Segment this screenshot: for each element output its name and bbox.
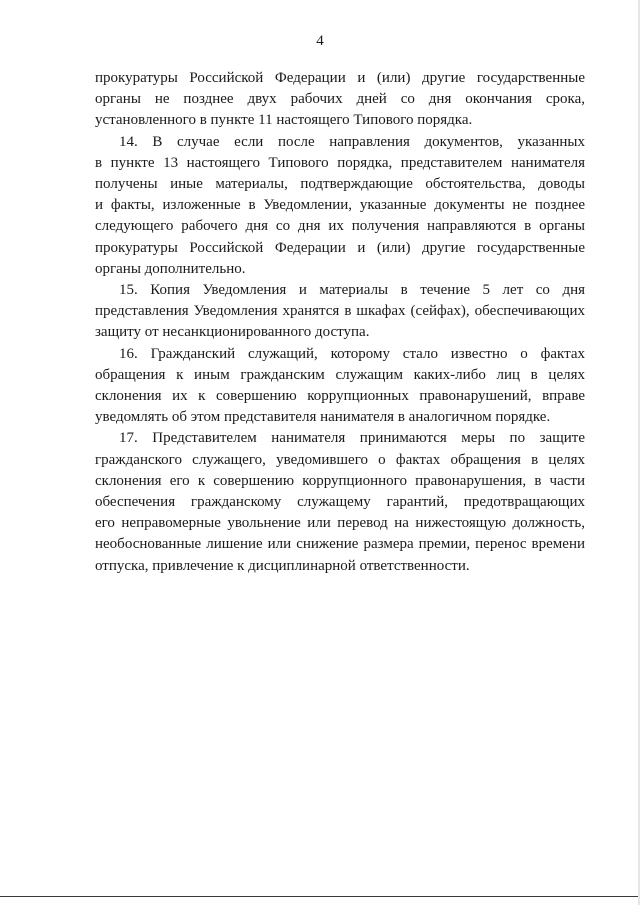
text-line: обращения к иным гражданским служащим каких-либо лиц в целях <box>95 366 585 383</box>
paragraph-17 <box>95 428 585 576</box>
text-line: необоснованные лишение или снижение размера премии, перенос времени <box>95 536 585 553</box>
text-line: склонения их к совершению коррупционных правонарушений, вправе <box>95 388 585 405</box>
text-line: органы не позднее двух рабочих дней со дня окончания срока, <box>95 91 585 108</box>
text-line: представления Уведомления хранятся в шкафах (сейфах), обеспечивающих <box>95 303 585 320</box>
text-line: прокуратуры Российской Федерации и (или) другие государственные <box>95 70 585 86</box>
text-line: 16. Гражданский служащий, которому стало известно о фактах <box>119 345 585 362</box>
paragraph-16 <box>95 344 585 429</box>
text-line: органы дополнительно. <box>95 260 246 277</box>
text-line: 17. Представителем нанимателя принимаются меры по защите <box>119 430 585 447</box>
page-number: 4 <box>316 33 324 49</box>
text-line: его неправомерные увольнение или перевод на нижестоящую должность, <box>95 515 585 532</box>
paragraph-15 <box>95 280 585 344</box>
text-line: получены иные материалы, подтверждающие обстоятельства, доводы <box>95 176 585 193</box>
scan-bottom-edge <box>0 896 640 897</box>
text-line: отпуска, привлечение к дисциплинарной ответственности. <box>95 557 470 574</box>
paragraph-continuation <box>95 68 585 132</box>
paragraph-14 <box>95 132 585 280</box>
text-line: склонения его к совершению коррупционного правонарушения, в части <box>95 472 585 489</box>
text-line: и факты, изложенные в Уведомлении, указанные документы не позднее <box>95 197 585 214</box>
text-line: установленного в пункте 11 настоящего Типового порядка. <box>95 112 473 129</box>
text-line: прокуратуры Российской Федерации и (или) другие государственные <box>95 239 585 256</box>
text-line: в пункте 13 настоящего Типового порядка, представителем нанимателя <box>95 154 585 171</box>
text-line: защиту от несанкционированного доступа. <box>95 324 370 341</box>
text-line: гражданского служащего, уведомившего о фактах обращения в целях <box>95 451 585 468</box>
text-line: следующего рабочего дня со дня их получения направляются в органы <box>95 218 585 235</box>
text-line: обеспечения гражданскому служащему гарантий, предотвращающих <box>95 494 585 511</box>
text-line: 15. Копия Уведомления и материалы в течение 5 лет со дня <box>119 282 585 299</box>
document-body <box>95 68 585 577</box>
text-line: уведомлять об этом представителя нанимателя в аналогичном порядке. <box>95 409 551 426</box>
text-line: 14. В случае если после направления документов, указанных <box>119 133 585 150</box>
